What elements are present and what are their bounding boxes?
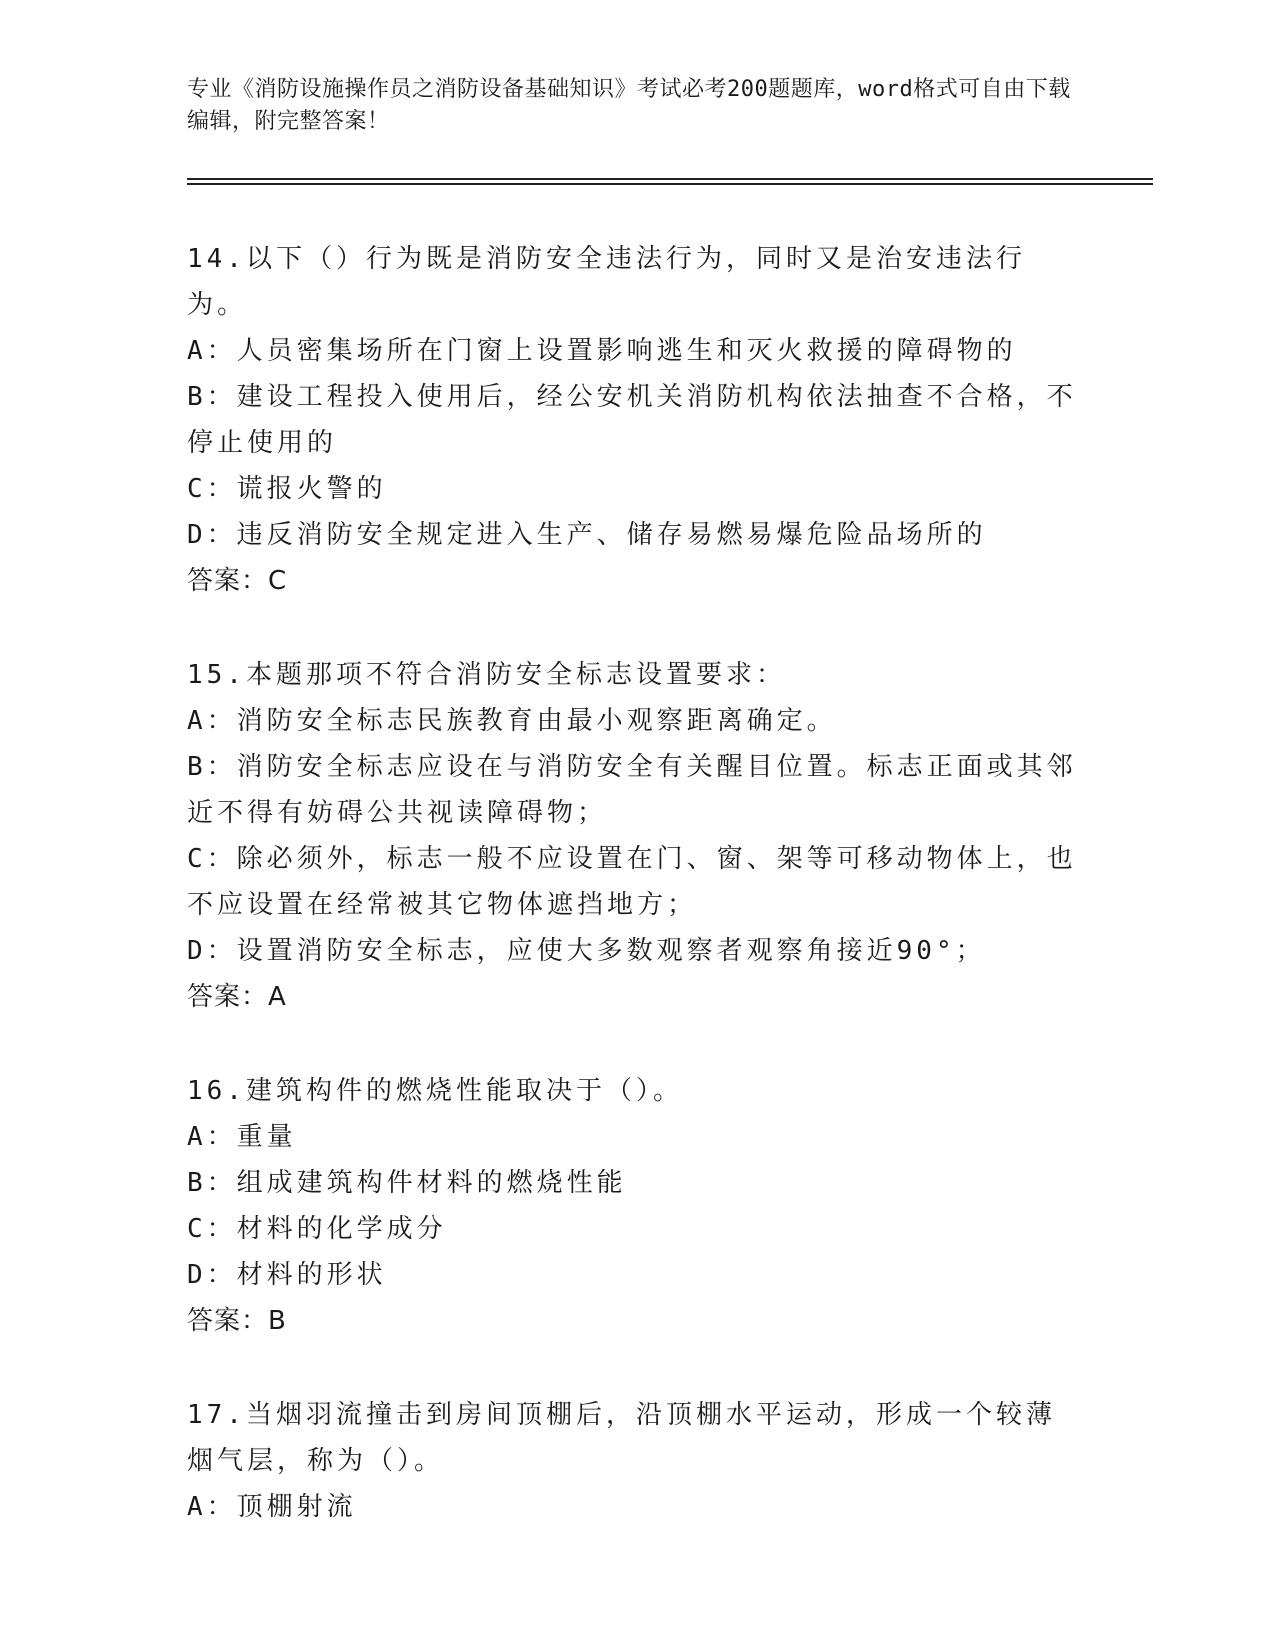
option-a: A：重量: [187, 1122, 297, 1152]
question-stem: 14.以下（）行为既是消防安全违法行为，同时又是治安违法行为。: [187, 244, 1026, 320]
option-b: B：消防安全标志应设在与消防安全有关醒目位置。标志正面或其邻近不得有妨碍公共视读障碍物；: [187, 752, 1077, 828]
option-a: A：消防安全标志民族教育由最小观察距离确定。: [187, 706, 837, 736]
question-list: [187, 236, 1077, 1578]
answer-line: 答案：A: [187, 982, 287, 1012]
option-a: A：人员密集场所在门窗上设置影响逃生和灭火救援的障碍物的: [187, 336, 1017, 366]
option-d: D：违反消防安全规定进入生产、储存易燃易爆危险品场所的: [187, 520, 987, 550]
question-stem: 15.本题那项不符合消防安全标志设置要求：: [187, 660, 786, 690]
answer-line: 答案：B: [187, 1306, 287, 1336]
option-c: C：材料的化学成分: [187, 1214, 447, 1244]
question-16: [187, 1068, 1077, 1344]
question-17: [187, 1392, 1077, 1530]
header-rule-top: [187, 178, 1153, 180]
option-b: B：组成建筑构件材料的燃烧性能: [187, 1168, 627, 1198]
option-d: D：材料的形状: [187, 1260, 387, 1290]
option-d: D：设置消防安全标志，应使大多数观察者观察角接近90°；: [187, 936, 986, 966]
option-b: B：建设工程投入使用后，经公安机关消防机构依法抽查不合格，不停止使用的: [187, 382, 1077, 458]
header-rule-bottom: [187, 183, 1153, 185]
document-header: [187, 74, 1087, 138]
option-c: C：除必须外，标志一般不应设置在门、窗、架等可移动物体上，也不应设置在经常被其它物体遮挡地方；: [187, 844, 1077, 920]
option-a: A：顶棚射流: [187, 1492, 357, 1522]
header-text: 专业《消防设施操作员之消防设备基础知识》考试必考200题题库，word格式可自由下载编辑，附完整答案！: [187, 77, 1071, 134]
option-c: C：谎报火警的: [187, 474, 387, 504]
question-14: [187, 236, 1077, 604]
question-15: [187, 652, 1077, 1020]
question-stem: 16.建筑构件的燃烧性能取决于（）。: [187, 1076, 683, 1106]
question-stem: 17.当烟羽流撞击到房间顶棚后，沿顶棚水平运动，形成一个较薄烟气层，称为（）。: [187, 1400, 1056, 1476]
answer-line: 答案：C: [187, 566, 288, 596]
